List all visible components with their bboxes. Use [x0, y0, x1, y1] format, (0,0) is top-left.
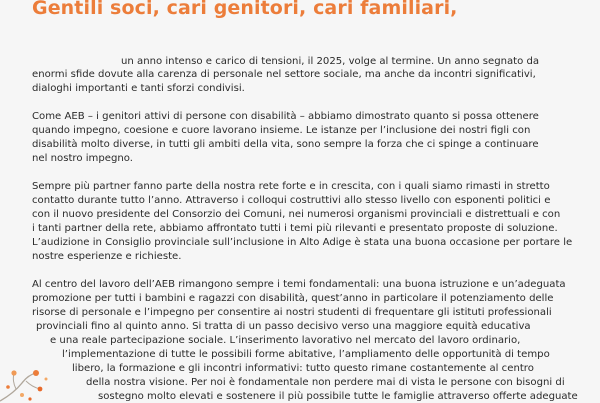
- paragraph-1-line-3: dialoghi importanti e tanti sforzi condivisi.: [32, 83, 245, 94]
- paragraph-4-line-1: Al centro del lavoro dell’AEB rimangono sempre i temi fondamentali: una buona istruzione e un’adeguata: [32, 279, 566, 290]
- paragraph-2-line-2: quando impegno, coesione e cuore lavorano insieme. Le istanze per l’inclusione dei nostri figli con: [32, 125, 531, 136]
- paragraph-2-line-1: Come AEB – i genitori attivi di persone con disabilità – abbiamo dimostrato quanto si possa ottenere: [32, 111, 539, 122]
- paragraph-4-line-8: della nostra visione. Per noi è fondamentale non perdere mai di vista le persone con bisogni di: [86, 377, 565, 388]
- paragraph-3-line-2: contatto durante tutto l’anno. Attraverso i colloqui costruttivi allo stesso livello con esponenti politici e: [32, 195, 551, 206]
- autumn-branch-illustration: [0, 343, 80, 403]
- paragraph-1-line-2: enormi sfide dovute alla carenza di personale nel settore sociale, ma anche da incontri significativi,: [32, 69, 536, 80]
- paragraph-4-line-9: sostegno molto elevati e sostenere il più possibile tutte le famiglie attraverso offerte adeguate: [98, 391, 578, 402]
- paragraph-4-line-2: promozione per tutti i bambini e ragazzi con disabilità, quest’anno in particolare il potenziamento delle: [32, 293, 554, 304]
- paragraph-4-line-7: libero, la formazione e gli incontri informativi: tutto questo rimane costantemente al centro: [72, 363, 534, 374]
- paragraph-4-line-3: risorse di personale e l’impegno per consentire ai nostri studenti di frequentare gli istituti professionali: [32, 307, 552, 318]
- paragraph-3-line-1: Sempre più partner fanno parte della nostra rete forte e in crescita, con i quali siamo rimasti in stretto: [32, 181, 550, 192]
- paragraph-3-line-3: con il nuovo presidente del Consorzio dei Comuni, nei numerosi organismi provinciali e distrettuali e con: [32, 209, 561, 220]
- paragraph-4-line-5: e una reale partecipazione sociale. L’inserimento lavorativo nel mercato del lavoro ordinario,: [50, 335, 521, 346]
- paragraph-2-line-4: nel nostro impegno.: [32, 153, 133, 164]
- paragraph-3-line-6: nostre esperienze e richieste.: [32, 251, 182, 262]
- paragraph-4-line-6: l’implementazione di tutte le possibili forme abitative, l’ampliamento delle opportunità di tempo: [62, 349, 550, 360]
- paragraph-3-line-4: i tanti partner della rete, abbiamo affrontato tutti i temi più rilevanti e presentato proposte di soluzione.: [32, 223, 558, 234]
- paragraph-1-line-1: un anno intenso e carico di tensioni, il 2025, volge al termine. Un anno segnato da: [121, 56, 540, 67]
- paragraph-2-line-3: disabilità molto diverse, in tutti gli ambiti della vita, sono sempre la forza che ci spinge a continuare: [32, 139, 539, 150]
- paragraph-3-line-5: L’audizione in Consiglio provinciale sull’inclusione in Alto Adige è stata una buona occasione per portare le: [32, 237, 573, 248]
- greeting-heading: Gentili soci, cari genitori, cari familiari,: [32, 0, 458, 19]
- paragraph-4-line-4: provinciali fino al quinto anno. Si tratta di un passo decisivo verso una maggiore equità educativa: [36, 321, 531, 332]
